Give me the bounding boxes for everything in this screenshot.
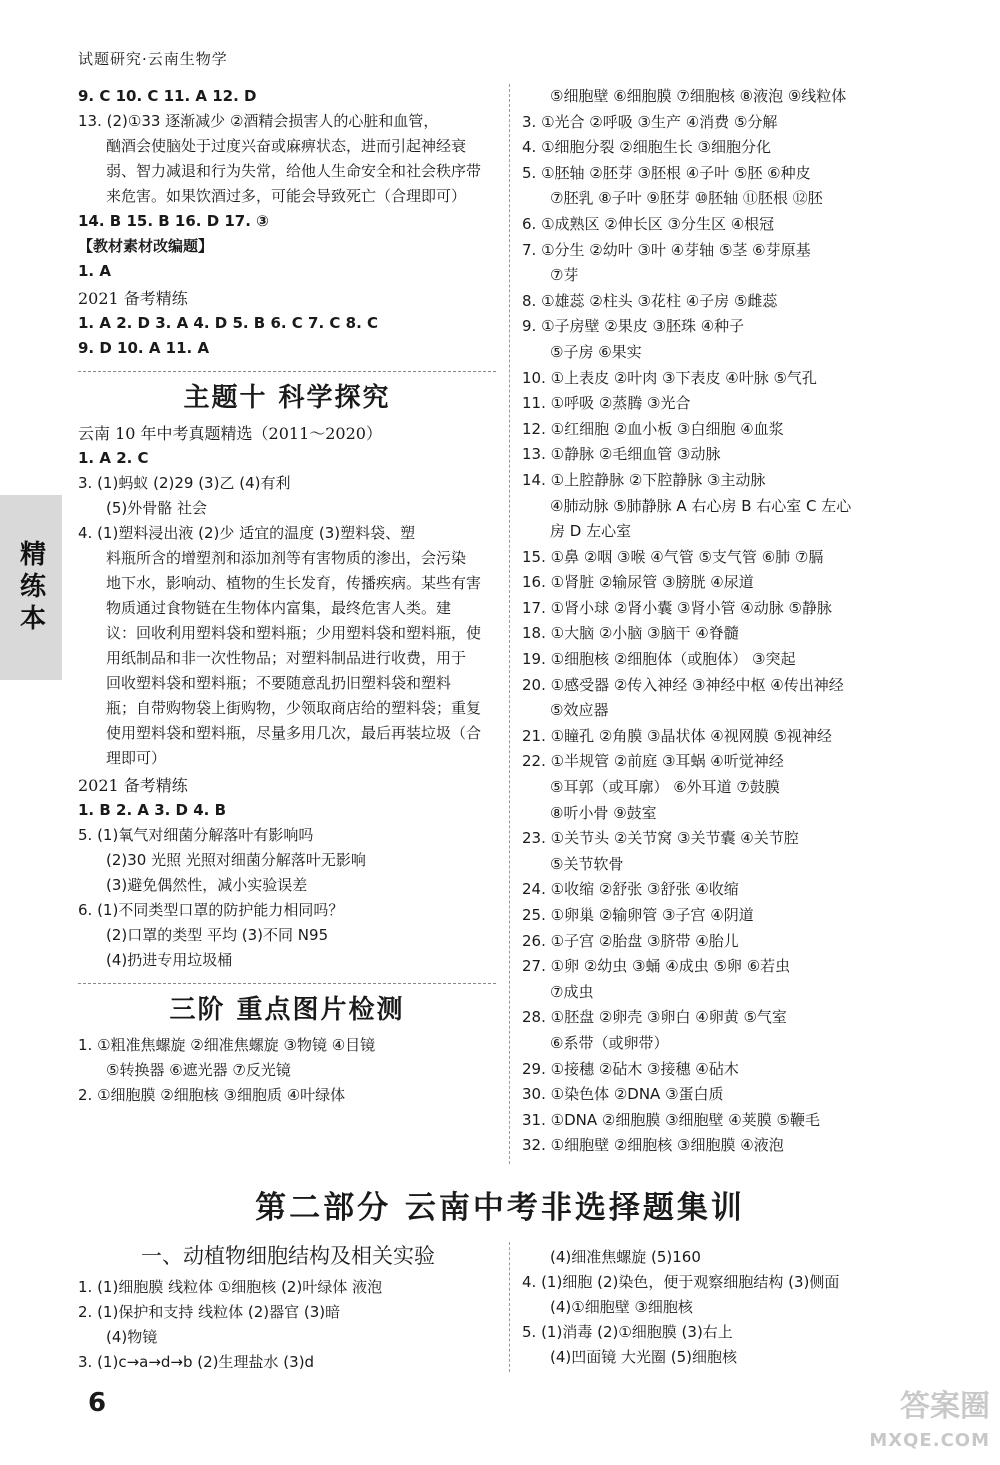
answer-line: 24. ①收缩 ②舒张 ③舒张 ④收缩: [522, 880, 739, 899]
answer-line: 物质通过食物链在生物体内富集，最终危害人类。建: [106, 599, 452, 617]
answer-line: 14. B 15. B 16. D 17. ③: [78, 212, 269, 230]
answer-line: (4)细准焦螺旋 (5)160: [550, 1248, 701, 1266]
theme10-subheading: 云南 10 年中考真题精选（2011～2020）: [78, 424, 382, 443]
theme10-title: 主题十 科学探究: [183, 383, 391, 413]
answer-line: ⑤耳郭（或耳廓） ⑥外耳道 ⑦鼓膜: [550, 778, 780, 797]
answer-line: 17. ①肾小球 ②肾小囊 ③肾小管 ④动脉 ⑤静脉: [522, 598, 832, 617]
answer-line: (3)避免偶然性，减小实验误差: [106, 876, 308, 894]
answer-line: 29. ①接穗 ②砧木 ③接穗 ④砧木: [522, 1059, 739, 1078]
answer-line: 21. ①瞳孔 ②角膜 ③晶状体 ④视网膜 ⑤视神经: [522, 726, 832, 745]
section-divider: [78, 983, 496, 984]
answer-line: 14. ①上腔静脉 ②下腔静脉 ③主动脉: [522, 470, 766, 489]
answer-line: 1. ①粗准焦螺旋 ②细准焦螺旋 ③物镜 ④目镜: [78, 1036, 376, 1054]
answer-line: 16. ①肾脏 ②输尿管 ③膀胱 ④尿道: [522, 573, 754, 592]
answer-line: 1. A: [78, 262, 111, 280]
answer-line: 2. ①细胞膜 ②细胞核 ③细胞质 ④叶绿体: [78, 1086, 346, 1104]
answer-line: 32. ①细胞壁 ②细胞核 ③细胞膜 ④液泡: [522, 1136, 784, 1155]
answer-line: 11. ①呼吸 ②蒸腾 ③光合: [522, 394, 691, 413]
answer-line: (4)凹面镜 大光圈 (5)细胞核: [550, 1348, 738, 1366]
answer-line: 15. ①鼻 ②咽 ③喉 ④气管 ⑤支气管 ⑥肺 ⑦膈: [522, 547, 824, 566]
answer-line: 13. ①静脉 ②毛细血管 ③动脉: [522, 445, 721, 464]
answer-line: 6. ①成熟区 ②伸长区 ③分生区 ④根冠: [522, 214, 775, 233]
answer-line: 3. ①光合 ②呼吸 ③生产 ④消费 ⑤分解: [522, 112, 778, 131]
answer-line: ⑦成虫: [550, 982, 594, 1001]
part2-right-column: [522, 1245, 942, 1370]
answer-line: ④肺动脉 ⑤肺静脉 A 右心房 B 右心室 C 左心: [550, 496, 852, 515]
answer-line: 房 D 左心室: [550, 522, 632, 541]
answer-line: 27. ①卵 ②幼虫 ③蛹 ④成虫 ⑤卵 ⑥若虫: [522, 957, 791, 976]
answer-line: 9. D 10. A 11. A: [78, 339, 210, 357]
answer-line: ⑤转换器 ⑥遮光器 ⑦反光镜: [106, 1061, 291, 1079]
right-column: [522, 84, 942, 1159]
page-number: 6: [88, 1388, 107, 1418]
answer-line: (4)扔进专用垃圾桶: [106, 951, 233, 969]
answer-line: 使用塑料袋和塑料瓶，尽量多用几次，最后再装垃圾（合: [106, 724, 482, 742]
prep-heading: 2021 备考精练: [78, 776, 188, 795]
answer-line: 5. (1)消毒 (2)①细胞膜 (3)右上: [522, 1323, 733, 1341]
answer-line: 瓶；自带购物袋上街购物，少领取商店给的塑料袋；重复: [106, 699, 482, 717]
answer-line: ⑦芽: [550, 266, 579, 285]
answer-line: 理即可）: [106, 749, 167, 767]
answer-line: 9. C 10. C 11. A 12. D: [78, 87, 257, 105]
answer-line: 19. ①细胞核 ②细胞体（或胞体） ③突起: [522, 650, 796, 669]
answer-line: 20. ①感受器 ②传入神经 ③神经中枢 ④传出神经: [522, 675, 844, 694]
part2-title: 第二部分 云南中考非选择题集训: [255, 1190, 745, 1226]
answer-line: 30. ①染色体 ②DNA ③蛋白质: [522, 1085, 724, 1104]
stage3-title: 三阶 重点图片检测: [169, 995, 405, 1025]
answer-line: 3. (1)c→a→d→b (2)生理盐水 (3)d: [78, 1353, 315, 1371]
side-tab-label: 精练本: [15, 539, 46, 636]
prep-heading: 2021 备考精练: [78, 289, 188, 308]
watermark-text: 答案圈: [900, 1389, 990, 1424]
answer-line: 10. ①上表皮 ②叶肉 ③下表皮 ④叶脉 ⑤气孔: [522, 368, 817, 387]
left-column: [78, 84, 496, 1108]
answer-line: ⑤子房 ⑥果实: [550, 342, 642, 361]
answer-line: 3. (1)蚂蚁 (2)29 (3)乙 (4)有利: [78, 474, 291, 492]
answer-line: 1. A 2. D 3. A 4. D 5. B 6. C 7. C 8. C: [78, 314, 378, 332]
answer-line: 22. ①半规管 ②前庭 ③耳蜗 ④听觉神经: [522, 752, 784, 771]
answer-line: ⑦胚乳 ⑧子叶 ⑨胚芽 ⑩胚轴 ⑪胚根 ⑫胚: [550, 189, 823, 208]
part2-subtitle: 一、动植物细胞结构及相关实验: [141, 1244, 435, 1268]
section-label: 【教材素材改编题】: [78, 237, 214, 255]
answer-line: 4. (1)细胞 (2)染色，便于观察细胞结构 (3)侧面: [522, 1273, 840, 1291]
answer-line: 5. ①胚轴 ②胚芽 ③胚根 ④子叶 ⑤胚 ⑥种皮: [522, 163, 811, 182]
answer-line: (4)物镜: [106, 1328, 158, 1346]
answer-line: (2)口罩的类型 平均 (3)不同 N95: [106, 926, 329, 944]
answer-line: 23. ①关节头 ②关节窝 ③关节囊 ④关节腔: [522, 829, 799, 848]
answer-line: 28. ①胚盘 ②卵壳 ③卵白 ④卵黄 ⑤气室: [522, 1008, 787, 1027]
left-top-block: [78, 84, 496, 284]
answer-line: ⑤细胞壁 ⑥细胞膜 ⑦细胞核 ⑧液泡 ⑨线粒体: [550, 87, 847, 105]
answer-line: 地下水，影响动、植物的生长发育，传播疾病。某些有害: [106, 574, 482, 592]
answer-line: 26. ①子宫 ②胎盘 ③脐带 ④胎儿: [522, 931, 739, 950]
answer-line: 6. (1)不同类型口罩的防护能力相同吗？: [78, 901, 344, 919]
answer-line: 9. ①子房壁 ②果皮 ③胚珠 ④种子: [522, 317, 745, 336]
answer-line: 25. ①卵巢 ②输卵管 ③子宫 ④阴道: [522, 906, 754, 924]
answer-line: 来危害。如果饮酒过多，可能会导致死亡（合理即可）: [106, 187, 467, 205]
watermark-logo: [820, 1390, 990, 1460]
answer-line: 18. ①大脑 ②小脑 ③脑干 ④脊髓: [522, 624, 739, 643]
part2-left-column: [78, 1275, 508, 1375]
answer-line: 用纸制品和非一次性物品；对塑料制品进行收费，用于: [106, 649, 467, 667]
answer-line: ⑥系带（或卵带）: [550, 1033, 669, 1052]
answer-line: 7. ①分生 ②幼叶 ③叶 ④芽轴 ⑤茎 ⑥芽原基: [522, 240, 811, 259]
answer-line: 料瓶所含的增塑剂和添加剂等有害物质的渗出，会污染: [106, 549, 467, 567]
column-divider-bottom: [509, 1242, 510, 1372]
answer-line: (2)30 光照 光照对细菌分解落叶无影响: [106, 851, 366, 869]
answer-line: 13. (2)①33 逐渐减少 ②酒精会损害人的心脏和血管，: [78, 112, 439, 130]
section-divider: [78, 371, 496, 372]
answer-line: 议：回收利用塑料袋和塑料瓶；少用塑料袋和塑料瓶，使: [106, 624, 482, 642]
answer-line: (4)①细胞壁 ③细胞核: [550, 1298, 693, 1316]
answer-line: 8. ①雄蕊 ②柱头 ③花柱 ④子房 ⑤雌蕊: [522, 291, 778, 310]
answer-line: 31. ①DNA ②细胞膜 ③细胞壁 ④荚膜 ⑤鞭毛: [522, 1110, 820, 1129]
answer-line: 12. ①红细胞 ②血小板 ③白细胞 ④血浆: [522, 419, 784, 438]
answer-line: ⑧听小骨 ⑨鼓室: [550, 803, 657, 822]
answer-line: 4. ①细胞分裂 ②细胞生长 ③细胞分化: [522, 138, 771, 157]
answer-line: 4. (1)塑料浸出液 (2)少 适宜的温度 (3)塑料袋、塑: [78, 524, 416, 542]
answer-line: 1. B 2. A 3. D 4. B: [78, 801, 227, 819]
answer-line: ⑤关节软骨: [550, 854, 624, 873]
answer-line: 2. (1)保护和支持 线粒体 (2)器官 (3)暗: [78, 1303, 341, 1321]
column-divider: [509, 84, 510, 1164]
answer-line: (5)外骨骼 社会: [106, 499, 208, 517]
watermark-url: MXQE.COM: [869, 1430, 990, 1451]
answer-line: 1. (1)细胞膜 线粒体 ①细胞核 (2)叶绿体 液泡: [78, 1278, 383, 1296]
side-tab: [0, 495, 62, 680]
answer-line: 酗酒会使脑处于过度兴奋或麻痹状态，进而引起神经衰: [106, 137, 467, 155]
answer-line: 5. (1)氧气对细菌分解落叶有影响吗: [78, 826, 314, 844]
answer-line: 回收塑料袋和塑料瓶；不要随意乱扔旧塑料袋和塑料: [106, 674, 452, 692]
answer-line: 弱、智力减退和行为失常，给他人生命安全和社会秩序带: [106, 162, 482, 180]
answer-line: ⑤效应器: [550, 701, 609, 720]
running-header: 试题研究·云南生物学: [78, 50, 228, 68]
answer-line: 1. A 2. C: [78, 449, 149, 467]
